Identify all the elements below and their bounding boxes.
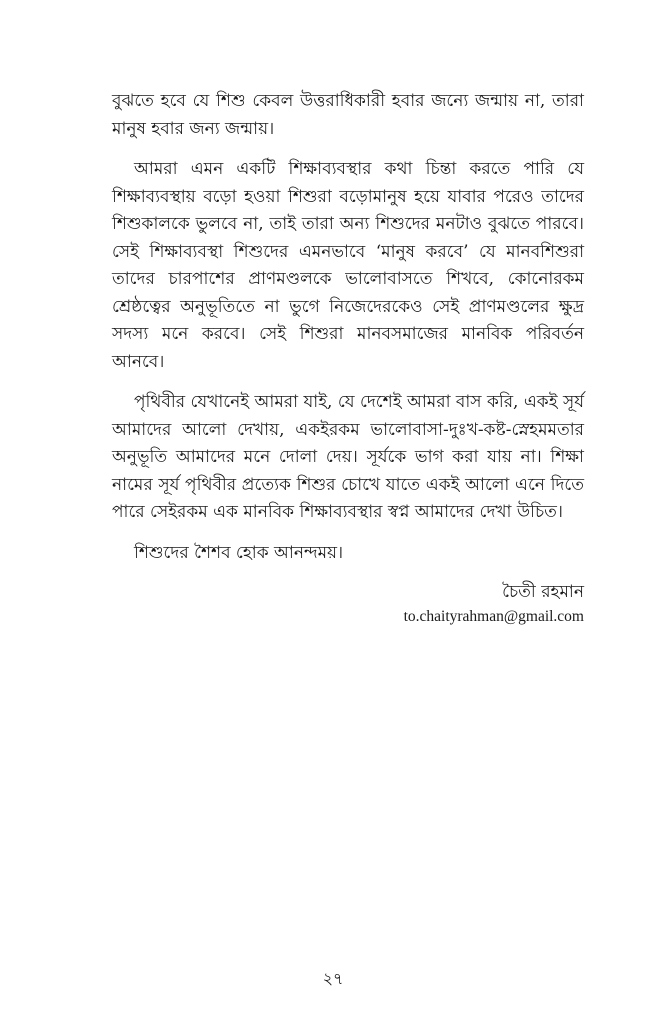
paragraph-2: আমরা এমন একটি শিক্ষাব্যবস্থার কথা চিন্তা করতে পারি যে শিক্ষাব্যবস্থায় বড়ো হওয়া শিশুরা বড়োমানুষ হয়ে যাবার পরেও তাদের শিশুকালকে ভুলবে না, তাই তারা অন্য শিশুদের মনটাও বুঝতে পারবে। সেই শিক্ষাব্যবস্থা শিশুদের এমনভাবে ‘মানুষ করবে’ যে মানবশিশুরা তাদের চারপাশের প্রাণমণ্ডলকে ভালোবাসতে শিখবে, কোনোরকম শ্রেষ্ঠত্বের অনুভূতিতে না ভুগে নিজেদেরকেও সেই প্রাণমণ্ডলের ক্ষুদ্র সদস্য মনে করবে। সেই শিশুরা মানবসমাজের মানবিক পরিবর্তন আনবে। (112, 159, 584, 372)
paragraph-1: বুঝতে হবে যে শিশু কেবল উত্তরাধিকারী হবার জন্যে জন্মায় না, তারা মানুষ হবার জন্য জন্মায়। (112, 91, 584, 139)
paragraph-3: পৃথিবীর যেখানেই আমরা যাই, যে দেশেই আমরা বাস করি, একই সূর্য আমাদের আলো দেখায়, একইরকম ভালোবাসা-দুঃখ-কষ্ট-স্নেহমমতার অনুভূতি আমাদের মনে দোলা দেয়। সূর্যকে ভাগ করা যায় না। শিক্ষা নামের সূর্য পৃথিবীর প্রত্যেক শিশুর চোখে যাতে একই আলো এনে দিতে পারে সেইরকম এক মানবিক শিক্ষাব্যবস্থার স্বপ্ন আমাদের দেখা উচিত। (112, 392, 584, 522)
page-body (112, 88, 584, 627)
page-number: ২৭ (322, 969, 344, 988)
author-email: to.chaityrahman@gmail.com (403, 608, 584, 625)
author-signature: চৈতী রহমান (502, 582, 584, 602)
paragraph-4: শিশুদের শৈশব হোক আনন্দময়। (134, 542, 344, 563)
